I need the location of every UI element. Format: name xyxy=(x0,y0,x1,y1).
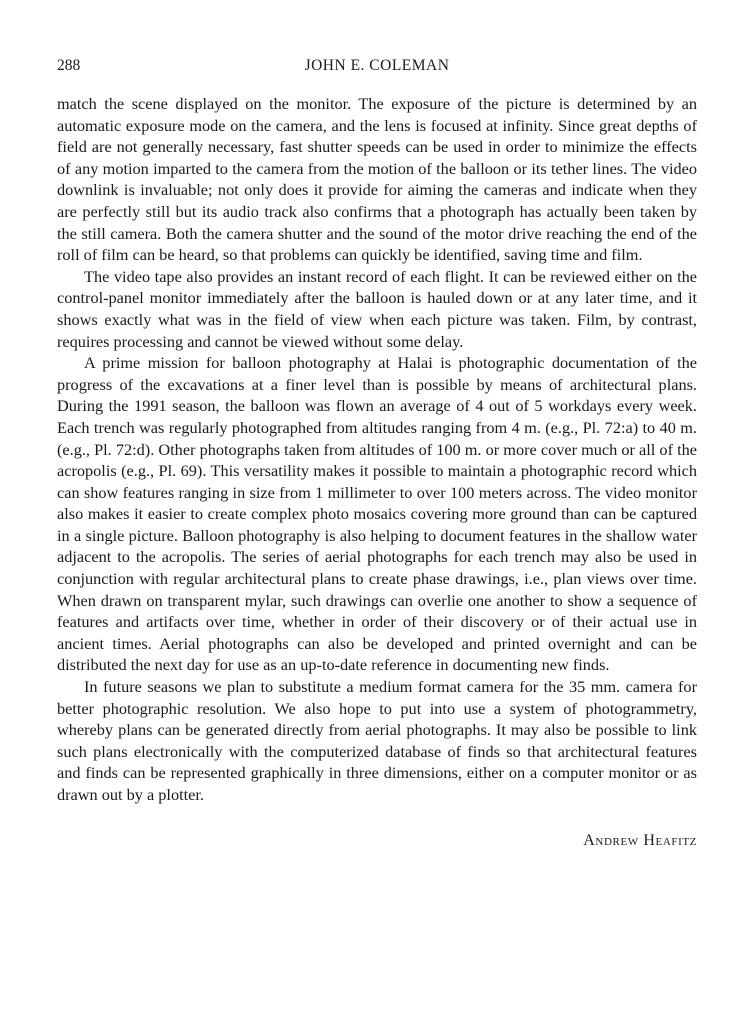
page-number: 288 xyxy=(57,57,81,74)
author-signature: Andrew Heafitz xyxy=(583,831,697,849)
paragraph-future-seasons: In future seasons we plan to substitute a medium format camera for the 35 mm. camera for better photographic resolution. We also hope to put into use a system of photogrammetry, whereby plans can be generated directly from aerial photographs. It may also be possible to link such plans electronically with the computerized database of finds so that architectural features and finds can be represented graphically in three dimensions, either on a computer monitor or as drawn out by a plotter. xyxy=(57,677,697,804)
paragraph-continued: match the scene displayed on the monitor. The exposure of the picture is determined by an automatic exposure mode on the camera, and the lens is focused at infinity. Since great depths of field are not generally necessary, fast shutter speeds can be used in order to minimize the effects of any motion imparted to the camera from the motion of the balloon or its tether lines. The video downlink is invaluable; not only does it provide for aiming the cameras and indicate when they are perfectly still but its audio track also confirms that a photograph has actually been taken by the still camera. Both the camera shutter and the sound of the motor drive reaching the end of the roll of film can be heard, so that problems can quickly be identified, saving time and film. xyxy=(57,94,697,265)
paragraph-prime-mission: A prime mission for balloon photography at Halai is photographic documentation of the progress of the excavations at a finer level than is possible by means of architectural plans. During the 1991 season, the balloon was flown an average of 4 out of 5 workdays every week. Each trench was regularly photographed from altitudes ranging from 4 m. (e.g., Pl. 72:a) to 40 m. (e.g., Pl. 72:d). Other photographs taken from altitudes of 100 m. or more cover much or all of the acropolis (e.g., Pl. 69). This versatility makes it possible to maintain a photographic record which can show features ranging in size from 1 millimeter to over 100 meters across. The video monitor also makes it easier to create complex photo mosaics covering more ground than can be captured in a single picture. Balloon photography is also helping to document features in the shallow water adjacent to the acropolis. The series of aerial photographs for each trench may also be used in conjunction with regular architectural plans to create phase drawings, i.e., plan views over time. When drawn on transparent mylar, such drawings can overlie one another to show a sequence of features and artifacts over time, whether in order of their discovery or of their actual use in ancient times. Aerial photographs can also be developed and printed overnight and can be distributed the next day for use as an up-to-date reference in documenting new finds. xyxy=(57,353,697,675)
article-body xyxy=(57,93,697,806)
paragraph-video-tape: The video tape also provides an instant record of each flight. It can be reviewed either on the control-panel monitor immediately after the balloon is hauled down or at any later time, and it shows exactly what was in the field of view when each picture was taken. Film, by contrast, requires processing and cannot be viewed without some delay. xyxy=(57,266,697,351)
document-page xyxy=(57,54,697,850)
running-title: JOHN E. COLEMAN xyxy=(304,57,450,74)
running-header xyxy=(57,54,697,78)
